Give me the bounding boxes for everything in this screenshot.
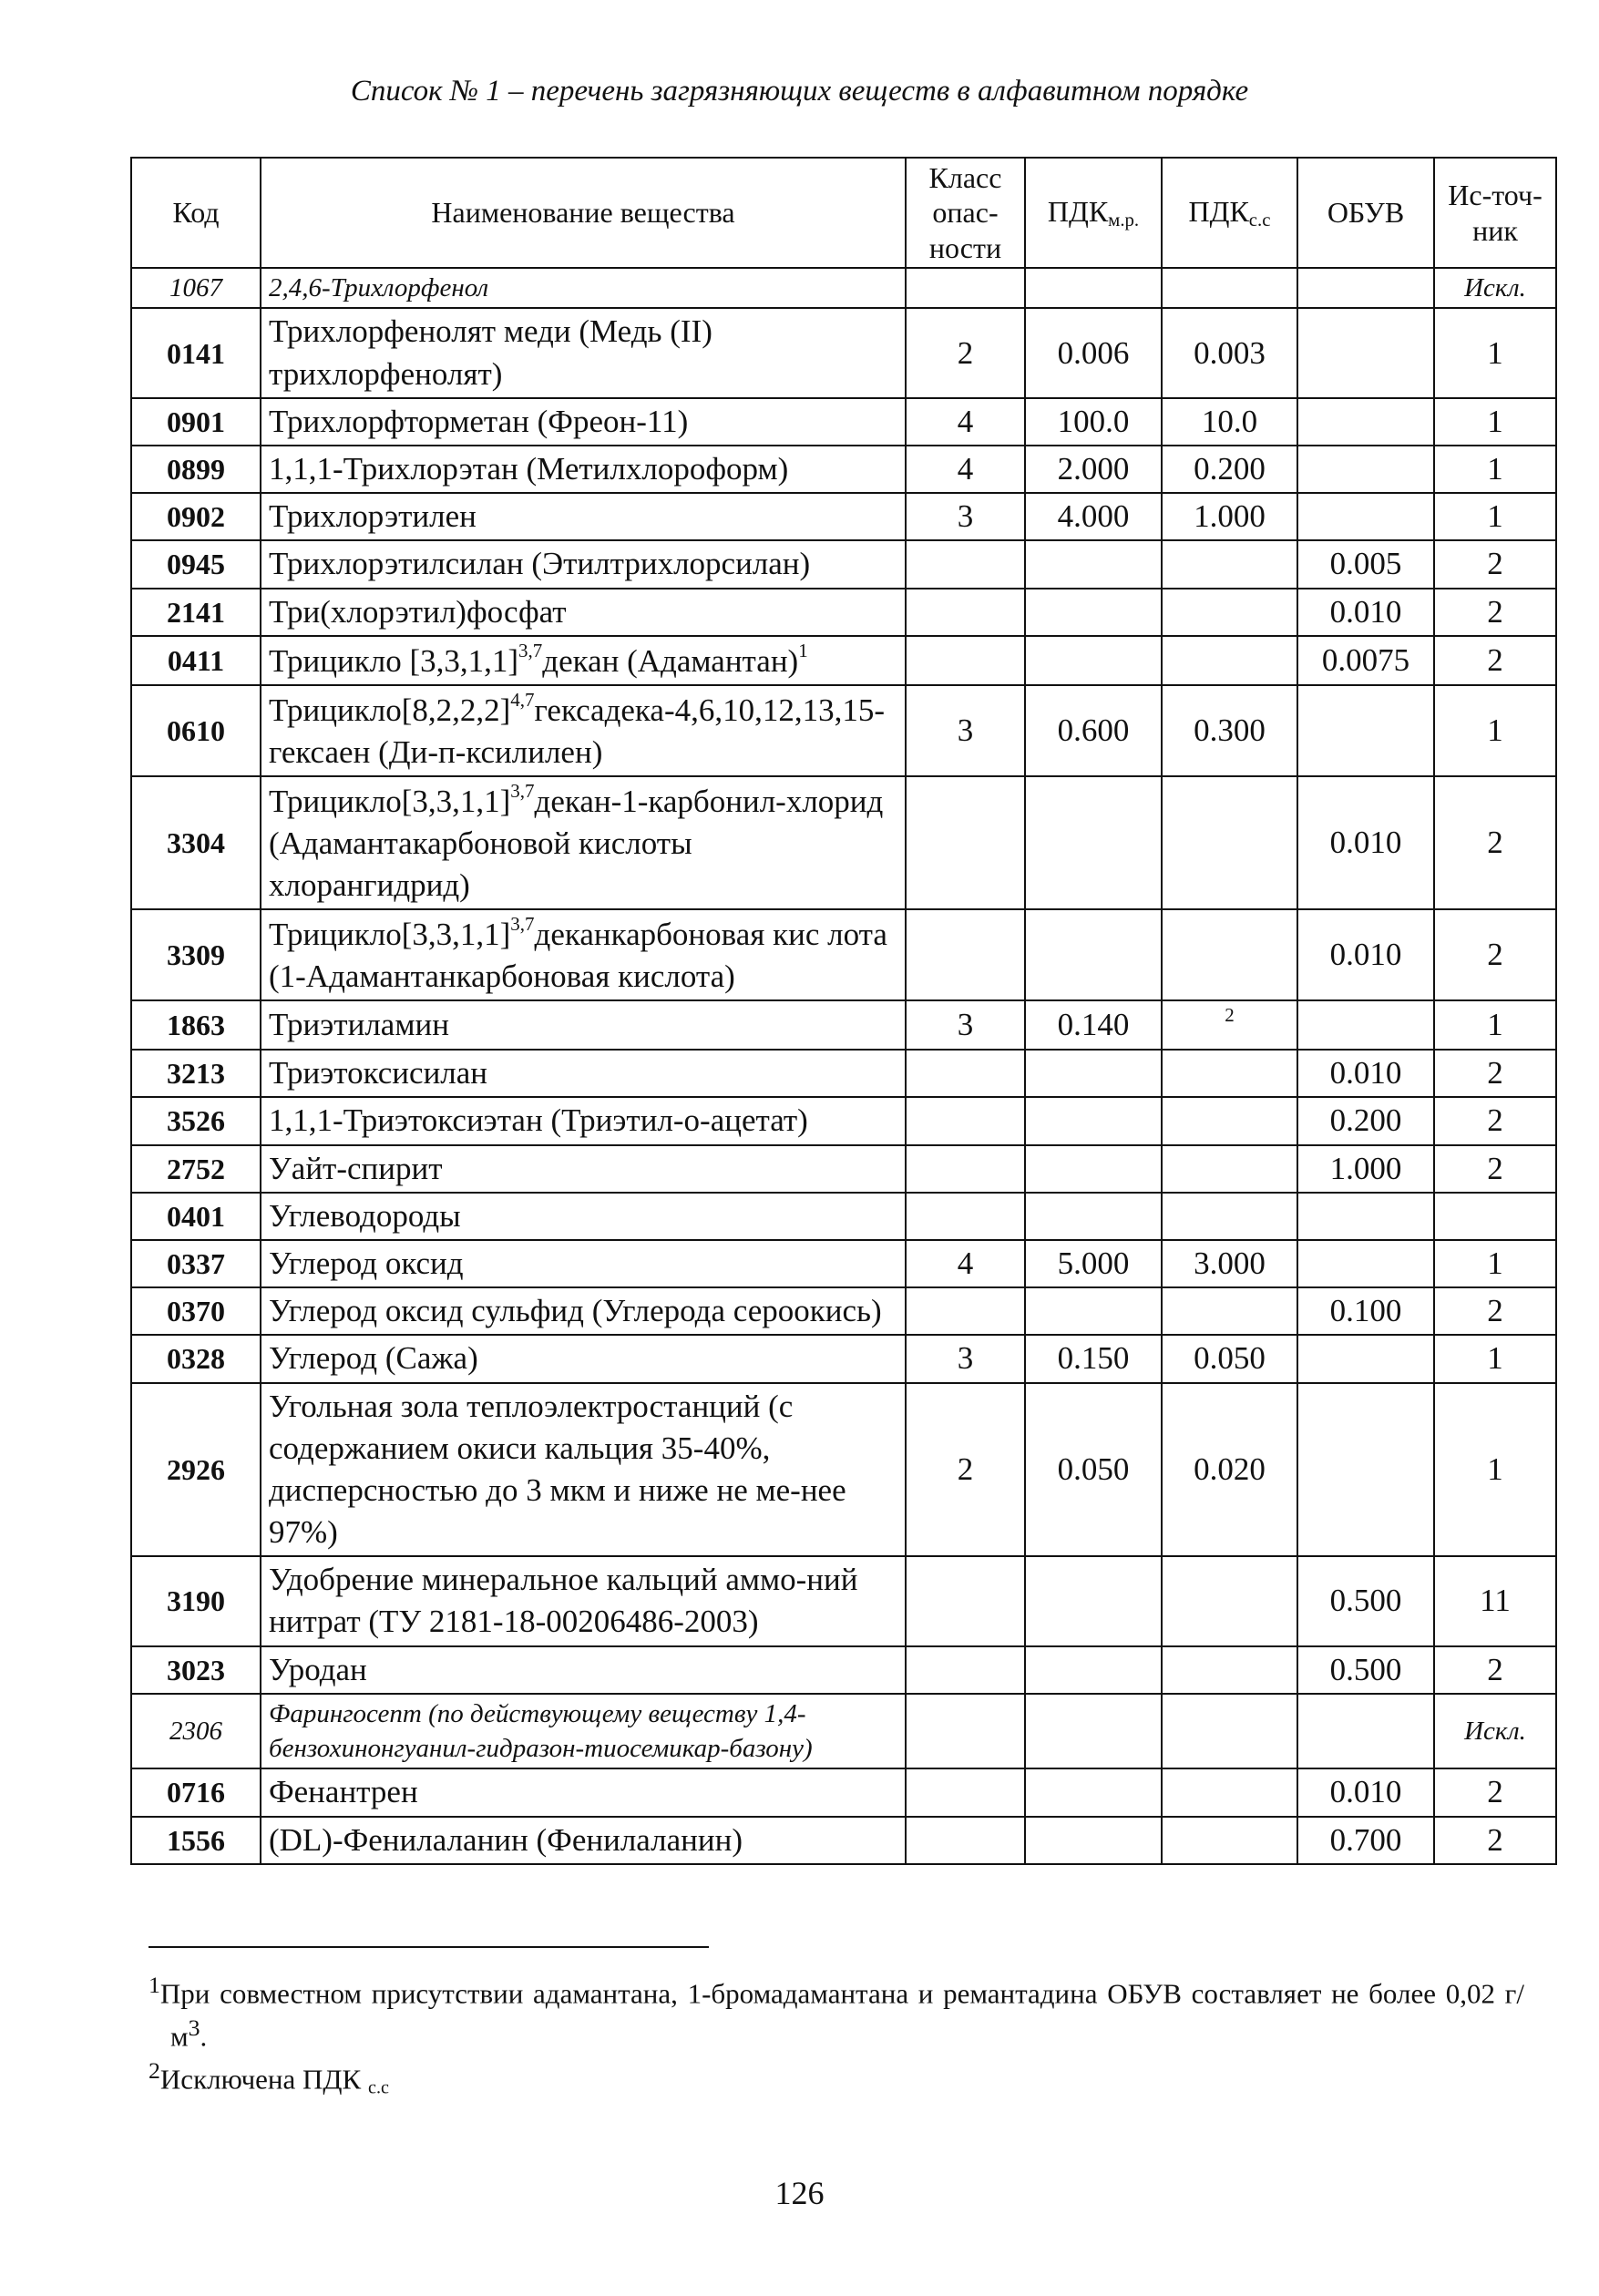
obuv-value: [1297, 493, 1434, 540]
pdk-mr-value: [1025, 1050, 1162, 1097]
pdk-ss-value: [1162, 1768, 1297, 1816]
substance-code: 3023: [131, 1646, 261, 1694]
table-row: [131, 446, 1556, 493]
substance-name: 2,4,6-Трихлорфенол: [261, 268, 906, 308]
hazard-class: [906, 1145, 1025, 1193]
footnote-1-unit-sup: 3: [188, 2014, 200, 2042]
footnote-2-sub: с.с: [368, 2077, 389, 2098]
pdk-mr-value: [1025, 540, 1162, 588]
substance-code: 0411: [131, 636, 261, 685]
obuv-value: [1297, 446, 1434, 493]
footnote-2-text: Исключена ПДК: [159, 2063, 362, 2096]
name-part: декан (Адамантан): [542, 642, 799, 679]
pdk-mr-value: 0.050: [1025, 1383, 1162, 1557]
table-row: [131, 1383, 1556, 1557]
header-code: Код: [131, 158, 261, 268]
table-body: [131, 268, 1556, 1864]
pdk-ss-value: 0.200: [1162, 446, 1297, 493]
header-row: [131, 158, 1556, 268]
source-ref: 2: [1434, 589, 1556, 636]
obuv-value: 0.0075: [1297, 636, 1434, 685]
hazard-class: 3: [906, 1335, 1025, 1382]
obuv-value: [1297, 1335, 1434, 1382]
source-ref: 1: [1434, 1335, 1556, 1382]
source-ref: 1: [1434, 685, 1556, 776]
hazard-class: [906, 1817, 1025, 1864]
source-ref: 1: [1434, 308, 1556, 397]
obuv-value: [1297, 268, 1434, 308]
name-part: деканкарбоновая кис лота (1-Адамантанкарбоновая кислота): [269, 916, 887, 995]
name-superscript: 1: [798, 639, 808, 661]
obuv-value: [1297, 1383, 1434, 1557]
pdk-ss-value: 1.000: [1162, 493, 1297, 540]
substance-code: 1067: [131, 268, 261, 308]
header-pdk-ss-main: ПДК: [1188, 194, 1249, 228]
source-ref: 1: [1434, 446, 1556, 493]
source-ref: 2: [1434, 1646, 1556, 1694]
pdk-mr-value: 4.000: [1025, 493, 1162, 540]
table-row: [131, 909, 1556, 1000]
hazard-class: [906, 1556, 1025, 1645]
substance-code: 0902: [131, 493, 261, 540]
table-row: [131, 776, 1556, 909]
source-ref: 1: [1434, 493, 1556, 540]
footnote-ref: 2: [1225, 1004, 1235, 1027]
substance-name: Углерод оксид: [261, 1240, 906, 1287]
hazard-class: [906, 776, 1025, 909]
hazard-class: [906, 1287, 1025, 1335]
table-row: [131, 1335, 1556, 1382]
pdk-mr-value: 100.0: [1025, 398, 1162, 446]
hazard-class: [906, 1050, 1025, 1097]
substance-name: Углерод оксид сульфид (Углерода сероокись): [261, 1287, 906, 1335]
source-ref: 1: [1434, 1383, 1556, 1557]
table-row: [131, 1646, 1556, 1694]
footnote-1-mark: 1: [149, 1972, 160, 1998]
substance-code: 3190: [131, 1556, 261, 1645]
obuv-value: 0.010: [1297, 909, 1434, 1000]
obuv-value: 0.010: [1297, 1768, 1434, 1816]
header-pdk-mr: [1025, 158, 1162, 268]
substance-name: Уайт-спирит: [261, 1145, 906, 1193]
hazard-class: 4: [906, 446, 1025, 493]
pdk-ss-value: [1162, 1694, 1297, 1769]
footnote-1-end: .: [200, 2020, 208, 2053]
obuv-value: 0.005: [1297, 540, 1434, 588]
source-ref: Искл.: [1434, 1694, 1556, 1769]
table-row: [131, 1145, 1556, 1193]
source-ref: 2: [1434, 1145, 1556, 1193]
substance-name: 1,1,1-Трихлорэтан (Метилхлороформ): [261, 446, 906, 493]
hazard-class: 2: [906, 308, 1025, 397]
hazard-class: [906, 1768, 1025, 1816]
obuv-value: 0.200: [1297, 1097, 1434, 1144]
source-ref: 2: [1434, 1817, 1556, 1864]
source-ref: 2: [1434, 1768, 1556, 1816]
footnote-divider: [149, 1946, 709, 1948]
substance-code: 0401: [131, 1193, 261, 1240]
hazard-class: [906, 1694, 1025, 1769]
name-part: Трицикло[3,3,1,1]: [269, 916, 511, 952]
substance-name: [261, 776, 906, 909]
source-ref: 2: [1434, 1287, 1556, 1335]
substance-code: 0370: [131, 1287, 261, 1335]
name-superscript: 3,7: [510, 913, 535, 936]
pdk-ss-value: [1162, 1556, 1297, 1645]
pdk-ss-value: [1162, 776, 1297, 909]
pdk-mr-value: [1025, 1287, 1162, 1335]
table-row: [131, 1097, 1556, 1144]
substance-code: 0899: [131, 446, 261, 493]
pdk-ss-value: [1162, 909, 1297, 1000]
pdk-ss-value: [1162, 1145, 1297, 1193]
obuv-value: [1297, 1240, 1434, 1287]
substance-name: (DL)-Фенилаланин (Фенилаланин): [261, 1817, 906, 1864]
table-row: [131, 308, 1556, 397]
substance-code: 0337: [131, 1240, 261, 1287]
hazard-class: 3: [906, 493, 1025, 540]
hazard-class: [906, 540, 1025, 588]
pdk-ss-value: 3.000: [1162, 1240, 1297, 1287]
hazard-class: [906, 268, 1025, 308]
obuv-value: [1297, 308, 1434, 397]
hazard-class: [906, 636, 1025, 685]
pdk-ss-value: 0.050: [1162, 1335, 1297, 1382]
obuv-value: 0.010: [1297, 1050, 1434, 1097]
substance-name: Фенантрен: [261, 1768, 906, 1816]
pdk-ss-value: [1162, 540, 1297, 588]
pdk-mr-value: [1025, 1646, 1162, 1694]
header-name: Наименование вещества: [261, 158, 906, 268]
pdk-ss-value: [1162, 1817, 1297, 1864]
hazard-class: [906, 1646, 1025, 1694]
source-ref: 2: [1434, 1097, 1556, 1144]
substance-code: 0141: [131, 308, 261, 397]
hazard-class: 3: [906, 685, 1025, 776]
header-obuv: ОБУВ: [1297, 158, 1434, 268]
substance-code: 2306: [131, 1694, 261, 1769]
obuv-value: 0.500: [1297, 1556, 1434, 1645]
footnote-1: [149, 1970, 1524, 2055]
substance-name: 1,1,1-Триэтоксиэтан (Триэтил-о-ацетат): [261, 1097, 906, 1144]
substance-code: 0945: [131, 540, 261, 588]
substance-name: Трихлорэтилсилан (Этилтрихлорсилан): [261, 540, 906, 588]
hazard-class: [906, 909, 1025, 1000]
header-source: Ис-точ-ник: [1434, 158, 1556, 268]
substance-name: Трихлорфенолят меди (Медь (II) трихлорфенолят): [261, 308, 906, 397]
table-row: [131, 540, 1556, 588]
pdk-mr-value: [1025, 1768, 1162, 1816]
pdk-mr-value: [1025, 1556, 1162, 1645]
substance-name: Три(хлорэтил)фосфат: [261, 589, 906, 636]
table-row: [131, 1050, 1556, 1097]
pdk-mr-value: [1025, 589, 1162, 636]
footnote-1-text: При совместном присутствии адамантана, 1-бромадамантана и ремантадина ОБУВ составляет не более 0,02 г/м: [159, 1977, 1524, 2053]
source-ref: Искл.: [1434, 268, 1556, 308]
substance-name: [261, 909, 906, 1000]
pdk-mr-value: [1025, 636, 1162, 685]
pdk-mr-value: 2.000: [1025, 446, 1162, 493]
table-row: [131, 493, 1556, 540]
pdk-ss-value: [1162, 1646, 1297, 1694]
pdk-ss-value: [1162, 1097, 1297, 1144]
substance-code: 3213: [131, 1050, 261, 1097]
table-row: [131, 1817, 1556, 1864]
substance-name: [261, 636, 906, 685]
table-row: [131, 268, 1556, 308]
table-row: [131, 589, 1556, 636]
source-ref: 2: [1434, 540, 1556, 588]
substances-table: [130, 157, 1557, 1865]
pdk-ss-value: [1162, 1287, 1297, 1335]
substance-name: Угольная зола теплоэлектростанций (с содержанием окиси кальция 35-40%, дисперсностью до 3 мкм и ниже не ме-нее 97%): [261, 1383, 906, 1557]
substance-name: Удобрение минеральное кальций аммо-ний нитрат (ТУ 2181-18-00206486-2003): [261, 1556, 906, 1645]
obuv-value: 0.010: [1297, 776, 1434, 909]
obuv-value: 0.100: [1297, 1287, 1434, 1335]
substance-name: Триэтоксисилан: [261, 1050, 906, 1097]
substance-code: 0328: [131, 1335, 261, 1382]
table-row: [131, 1000, 1556, 1050]
header-pdk-ss: [1162, 158, 1297, 268]
pdk-mr-value: [1025, 1145, 1162, 1193]
substance-code: 0610: [131, 685, 261, 776]
footnote-2: [149, 2055, 1524, 2100]
name-superscript: 3,7: [518, 639, 543, 661]
pdk-ss-value: [1162, 589, 1297, 636]
pdk-ss-value: 0.020: [1162, 1383, 1297, 1557]
pdk-mr-value: 0.140: [1025, 1000, 1162, 1050]
table-row: [131, 1694, 1556, 1769]
table-row: [131, 1240, 1556, 1287]
table-row: [131, 685, 1556, 776]
substance-code: 0901: [131, 398, 261, 446]
table-row: [131, 1768, 1556, 1816]
obuv-value: 0.010: [1297, 589, 1434, 636]
obuv-value: 1.000: [1297, 1145, 1434, 1193]
hazard-class: [906, 1193, 1025, 1240]
substance-code: 2926: [131, 1383, 261, 1557]
pdk-mr-value: [1025, 1097, 1162, 1144]
substance-name: Трихлорэтилен: [261, 493, 906, 540]
table-row: [131, 398, 1556, 446]
substance-name: [261, 685, 906, 776]
obuv-value: [1297, 1000, 1434, 1050]
pdk-mr-value: 0.006: [1025, 308, 1162, 397]
pdk-mr-value: [1025, 909, 1162, 1000]
page-number: 126: [774, 2175, 825, 2211]
header-hazard-class: Класс опас-ности: [906, 158, 1025, 268]
hazard-class: 2: [906, 1383, 1025, 1557]
substance-name: Триэтиламин: [261, 1000, 906, 1050]
substance-code: 1556: [131, 1817, 261, 1864]
obuv-value: 0.500: [1297, 1646, 1434, 1694]
source-ref: 11: [1434, 1556, 1556, 1645]
pdk-ss-value: 0.300: [1162, 685, 1297, 776]
pdk-mr-value: 0.150: [1025, 1335, 1162, 1382]
pdk-mr-value: [1025, 776, 1162, 909]
pdk-ss-value: 0.003: [1162, 308, 1297, 397]
name-part: Трицикло [3,3,1,1]: [269, 642, 519, 679]
pdk-mr-value: 5.000: [1025, 1240, 1162, 1287]
table-row: [131, 636, 1556, 685]
source-ref: 1: [1434, 398, 1556, 446]
source-ref: 2: [1434, 636, 1556, 685]
name-part: Трицикло[3,3,1,1]: [269, 783, 511, 819]
table-row: [131, 1193, 1556, 1240]
hazard-class: 4: [906, 398, 1025, 446]
hazard-class: 4: [906, 1240, 1025, 1287]
name-superscript: 3,7: [510, 779, 535, 802]
pdk-ss-value: [1162, 1050, 1297, 1097]
source-ref: 2: [1434, 909, 1556, 1000]
source-ref: 2: [1434, 776, 1556, 909]
header-pdk-ss-sub: с.с: [1248, 209, 1271, 231]
substance-name: Углеводороды: [261, 1193, 906, 1240]
name-part: гексадека-4,6,10,12,13,15-гексаен (Ди-п-ксилилен): [269, 692, 886, 770]
substance-code: 3304: [131, 776, 261, 909]
substance-code: 3526: [131, 1097, 261, 1144]
pdk-mr-value: [1025, 268, 1162, 308]
footnote-2-mark: 2: [149, 2057, 160, 2085]
pdk-ss-value: [1162, 1000, 1297, 1050]
source-ref: [1434, 1193, 1556, 1240]
pdk-mr-value: [1025, 1817, 1162, 1864]
substance-name: Углерод (Сажа): [261, 1335, 906, 1382]
name-part: Трицикло[8,2,2,2]: [269, 692, 511, 728]
footnotes: [149, 1970, 1524, 2100]
substance-code: 0716: [131, 1768, 261, 1816]
obuv-value: [1297, 1193, 1434, 1240]
pdk-ss-value: [1162, 1193, 1297, 1240]
substance-code: 1863: [131, 1000, 261, 1050]
source-ref: 1: [1434, 1240, 1556, 1287]
pdk-mr-value: 0.600: [1025, 685, 1162, 776]
substance-name: Фарингосепт (по действующему веществу 1,4-бензохинонгуанил-гидразон-тиосемикар-базону): [261, 1694, 906, 1769]
header-pdk-mr-sub: м.р.: [1108, 209, 1140, 231]
hazard-class: [906, 1097, 1025, 1144]
substance-code: 2141: [131, 589, 261, 636]
name-part: декан-1-карбонил-хлорид (Адамантакарбоновой кислоты хлорангидрид): [269, 783, 884, 903]
obuv-value: [1297, 685, 1434, 776]
substance-code: 3309: [131, 909, 261, 1000]
substance-name: Трихлорфторметан (Фреон-11): [261, 398, 906, 446]
substance-name: Уродан: [261, 1646, 906, 1694]
table-row: [131, 1556, 1556, 1645]
pdk-ss-value: 10.0: [1162, 398, 1297, 446]
pdk-ss-value: [1162, 268, 1297, 308]
table-row: [131, 1287, 1556, 1335]
header-pdk-mr-main: ПДК: [1047, 194, 1109, 228]
name-superscript: 4,7: [510, 688, 535, 711]
hazard-class: [906, 589, 1025, 636]
page-title: Список № 1 – перечень загрязняющих веществ в алфавитном порядке: [350, 75, 1249, 108]
source-ref: 2: [1434, 1050, 1556, 1097]
obuv-value: [1297, 398, 1434, 446]
obuv-value: [1297, 1694, 1434, 1769]
pdk-mr-value: [1025, 1694, 1162, 1769]
pdk-ss-value: [1162, 636, 1297, 685]
hazard-class: 3: [906, 1000, 1025, 1050]
substance-code: 2752: [131, 1145, 261, 1193]
source-ref: 1: [1434, 1000, 1556, 1050]
pdk-mr-value: [1025, 1193, 1162, 1240]
obuv-value: 0.700: [1297, 1817, 1434, 1864]
